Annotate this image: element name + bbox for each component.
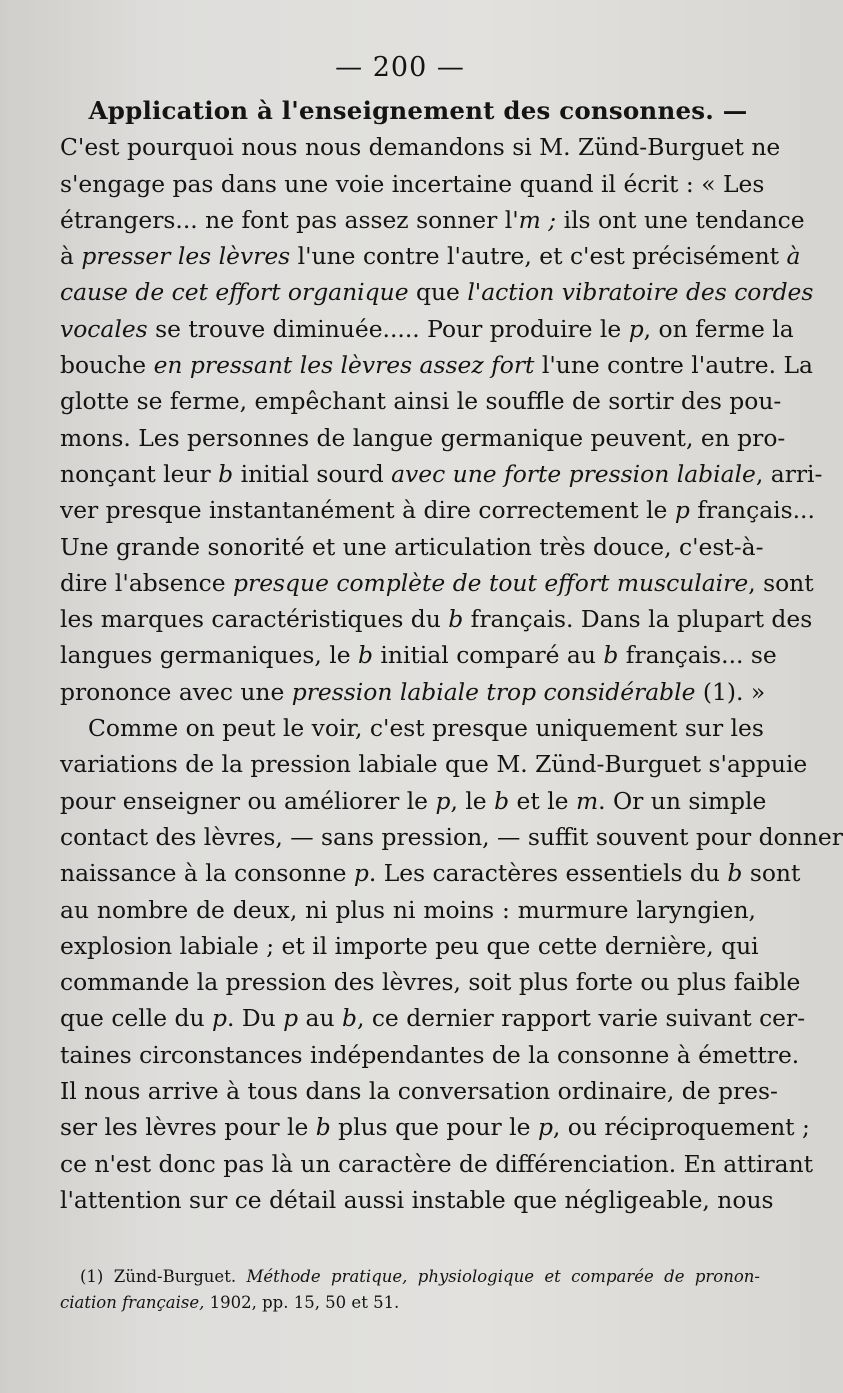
text-line <box>60 710 764 746</box>
text-run: Comme on peut le voir, c'est presque uniquement sur les <box>88 714 764 743</box>
italic-run: b <box>494 786 510 815</box>
italic-run: m <box>575 786 599 815</box>
text-line <box>60 1146 814 1182</box>
italic-run: p <box>353 859 369 888</box>
italic-run: presque complète de tout effort musculaire <box>233 568 749 597</box>
text-run: ils ont une tendance <box>556 205 805 234</box>
text-run: explosion labiale ; et il importe peu que cette dernière, qui <box>60 931 759 960</box>
italic-run: p <box>674 496 690 525</box>
text-run: mons. Les personnes de langue germanique peuvent, en pro- <box>60 423 786 452</box>
italic-run: p <box>628 314 644 343</box>
italic-run: b <box>358 641 373 670</box>
text-line <box>60 1037 800 1073</box>
text-run: . Du <box>226 1004 284 1033</box>
italic-run: avec une forte pression labiale <box>391 459 756 488</box>
text-run: , arri- <box>755 459 823 488</box>
text-line <box>60 1182 774 1218</box>
text-run: étrangers... ne font pas assez sonner l' <box>60 205 519 234</box>
text-run: français... <box>689 496 815 525</box>
text-line <box>60 129 781 165</box>
italic-run: p <box>537 1113 553 1142</box>
text-run: l'une contre l'autre, et c'est précisément <box>290 242 787 271</box>
italic-run: p <box>435 786 451 815</box>
text-run: , ce dernier rapport varie suivant cer- <box>356 1004 806 1033</box>
text-run: se trouve diminuée..... Pour produire le <box>147 314 629 343</box>
text-line <box>60 420 786 456</box>
text-run: pour enseigner ou améliorer le <box>60 786 436 815</box>
text-run: langues germaniques, le <box>60 641 358 670</box>
text-run: français... se <box>618 641 777 670</box>
italic-run: b <box>727 859 743 888</box>
text-line <box>60 637 777 673</box>
italic-run: presser les lèvres <box>81 242 291 271</box>
text-line <box>60 601 813 637</box>
text-run: au <box>298 1004 342 1033</box>
text-run: taines circonstances indépendantes de la consonne à émettre. <box>60 1040 800 1069</box>
text-run: initial comparé au <box>372 641 604 670</box>
body-text <box>60 93 843 1218</box>
text-run: . Les caractères essentiels du <box>368 859 728 888</box>
italic-run: ciation française, <box>60 1293 205 1312</box>
text-run: variations de la pression labiale que M. Zünd-Burguet s'appuie <box>60 750 808 779</box>
text-run: sont <box>742 859 801 888</box>
text-line <box>60 1073 778 1109</box>
footnote <box>60 1264 760 1316</box>
text-run: ser les lèvres pour le <box>60 1113 316 1142</box>
text-run: commande la pression des lèvres, soit plus forte ou plus faible <box>60 968 801 997</box>
text-run: français. Dans la plupart des <box>463 605 813 634</box>
text-line <box>60 492 815 528</box>
italic-run: p <box>283 1004 299 1033</box>
text-run: nonçant leur <box>60 459 219 488</box>
text-line <box>60 819 843 855</box>
text-run: , sont <box>748 568 814 597</box>
text-run: plus que pour le <box>330 1113 538 1142</box>
text-run: que celle du <box>60 1004 212 1033</box>
text-run: glotte se ferme, empêchant ainsi le souffle de sortir des pou- <box>60 387 782 416</box>
footnote-line <box>60 1290 760 1316</box>
text-run: bouche <box>60 351 154 380</box>
text-line <box>60 166 765 202</box>
text-run: l'une contre l'autre. La <box>534 351 813 380</box>
section-title: Application à l'enseignement des consonnes. — <box>88 96 748 125</box>
text-run: . Or un simple <box>598 786 767 815</box>
italic-run: pression labiale trop considérable <box>291 677 696 706</box>
text-run: au nombre de deux, ni plus ni moins : murmure laryngien, <box>60 895 756 924</box>
italic-run: vocales <box>60 314 148 343</box>
text-line <box>60 565 814 601</box>
text-run: Une grande sonorité et une articulation très douce, c'est-à- <box>60 532 764 561</box>
text-line <box>60 238 801 274</box>
text-line <box>60 383 782 419</box>
italic-run: Méthode pratique, physiologique et comparée de pronon- <box>246 1267 760 1286</box>
text-line <box>60 274 814 310</box>
text-line <box>60 855 801 891</box>
text-line <box>60 928 759 964</box>
page-number: — 200 — <box>335 52 465 83</box>
text-run: contact des lèvres, — sans pression, — suffit souvent pour donner <box>60 822 843 851</box>
text-run: dire l'absence <box>60 568 234 597</box>
text-run: et le <box>509 786 576 815</box>
text-line <box>60 783 767 819</box>
text-line <box>60 311 794 347</box>
footnote-lines <box>60 1264 760 1316</box>
footnote-line <box>80 1264 760 1290</box>
text-run: , ou réciproquement ; <box>552 1113 810 1142</box>
italic-run: b <box>218 459 234 488</box>
text-line <box>60 456 823 492</box>
text-line <box>60 746 808 782</box>
italic-run: en pressant les lèvres assez fort <box>153 351 535 380</box>
text-run: , le <box>450 786 495 815</box>
text-run: naissance à la consonne <box>60 859 354 888</box>
italic-run: b <box>341 1004 357 1033</box>
italic-run: p <box>211 1004 227 1033</box>
text-line <box>60 1109 810 1145</box>
text-line <box>60 1000 806 1036</box>
text-run: ver presque instantanément à dire correctement le <box>60 496 675 525</box>
text-run: les marques caractéristiques du <box>60 605 449 634</box>
text-run: initial sourd <box>233 459 392 488</box>
italic-run: cause de cet effort organique <box>60 278 409 307</box>
text-run: Il nous arrive à tous dans la conversation ordinaire, de pres- <box>60 1077 778 1106</box>
text-run: l'attention sur ce détail aussi instable que négligeable, nous <box>60 1185 774 1214</box>
italic-run: l'action vibratoire des cordes <box>467 278 814 307</box>
text-run: (1). » <box>695 677 766 706</box>
text-run: (1) Zünd-Burguet. <box>80 1267 247 1286</box>
text-run: 1902, pp. 15, 50 et 51. <box>204 1293 400 1312</box>
text-run: C'est pourquoi nous nous demandons si M. Zünd-Burguet ne <box>60 133 781 162</box>
text-run: s'engage pas dans une voie incertaine quand il écrit : « Les <box>60 169 765 198</box>
text-run: ce n'est donc pas là un caractère de différenciation. En attirant <box>60 1149 814 1178</box>
text-line <box>60 202 805 238</box>
text-line <box>60 674 766 710</box>
text-line <box>60 529 764 565</box>
italic-run: à <box>786 242 801 271</box>
text-line <box>60 964 801 1000</box>
text-run: , on ferme la <box>643 314 794 343</box>
italic-run: b <box>448 605 464 634</box>
text-line <box>60 892 756 928</box>
italic-run: m ; <box>518 205 557 234</box>
text-run: prononce avec une <box>60 677 292 706</box>
italic-run: b <box>603 641 619 670</box>
text-run: à <box>60 242 82 271</box>
text-line <box>60 347 813 383</box>
text-run: que <box>408 278 468 307</box>
paragraph-lines <box>60 129 843 1218</box>
italic-run: b <box>315 1113 331 1142</box>
